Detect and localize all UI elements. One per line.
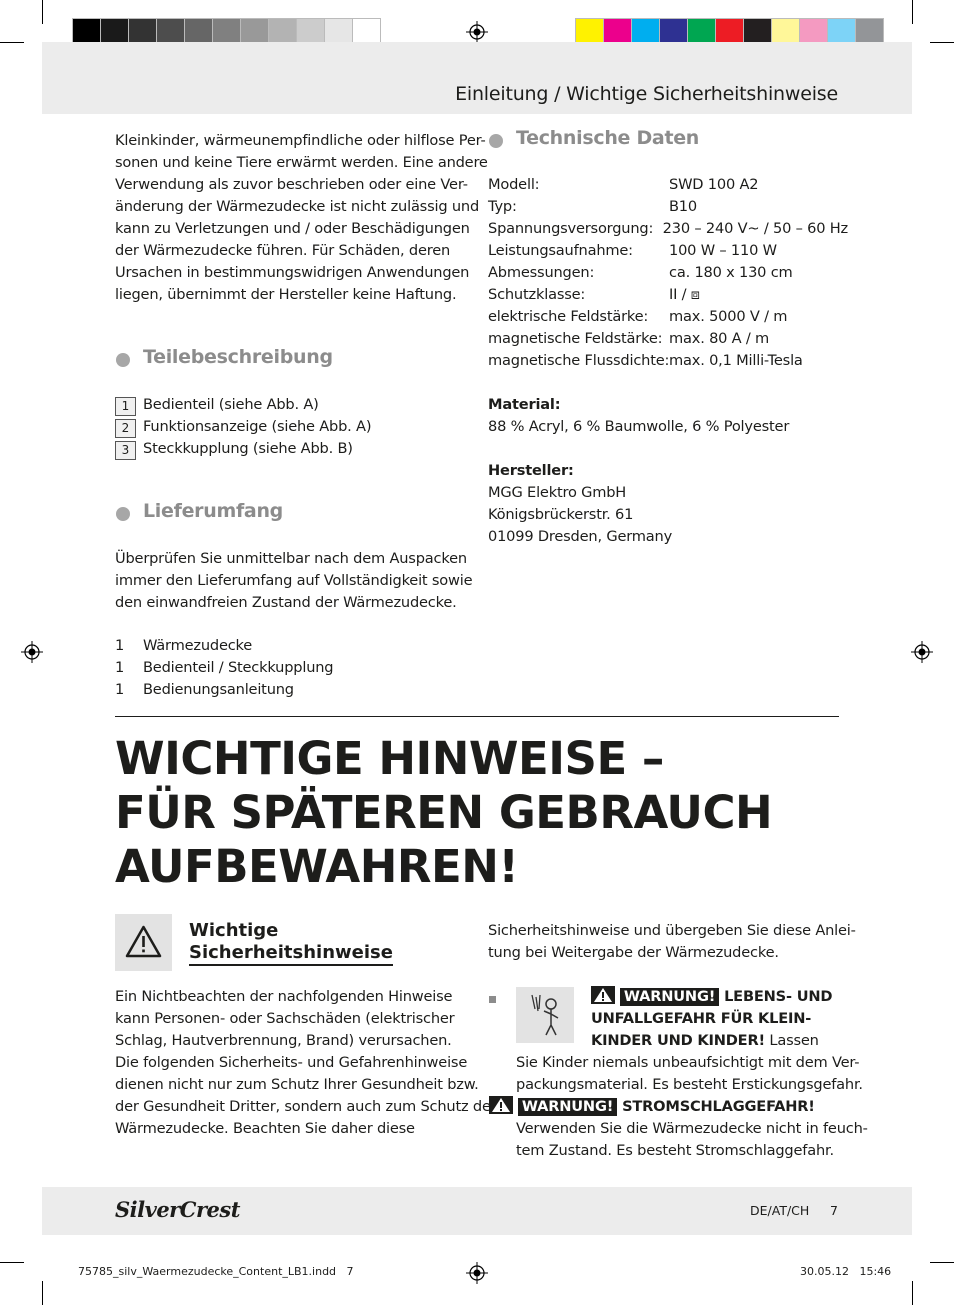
text-line: Die folgenden Sicherheits- und Gefahrenhinweise [115, 1054, 468, 1071]
print-file-info: 75785_silv_Waermezudecke_Content_LB1.indd 7 [78, 1265, 354, 1278]
part-number-badge: 2 [115, 419, 136, 438]
page-header-title: Einleitung / Wichtige Sicherheitshinweise [455, 83, 838, 105]
manufacturer-label: Hersteller: [488, 462, 574, 479]
part-label: Funktionsanzeige (siehe Abb. A) [143, 418, 372, 435]
text-line: kann Personen- oder Sachschäden (elektrischer [115, 1010, 455, 1027]
crop-mark [42, 0, 43, 24]
text-line: Ursachen in bestimmungswidrigen Anwendungen [115, 264, 470, 281]
table-row: Modell: SWD 100 A2 [488, 176, 759, 193]
footer-locale: DE/AT/CH [750, 1203, 810, 1218]
safety-paragraph-continued [488, 920, 856, 964]
main-headline [115, 732, 772, 894]
text-line: sonen und keine Tiere erwärmt werden. Eine andere [115, 154, 488, 171]
text-line: der Wärmezudecke führen. Für Schäden, deren [115, 242, 451, 259]
crop-mark [42, 1281, 43, 1305]
title-line: Wichtige [189, 920, 279, 941]
registration-mark-icon [911, 641, 933, 663]
warning-heading: UNFALLGEFAHR FÜR KLEIN- [591, 1010, 812, 1027]
crop-mark [930, 1262, 954, 1263]
warning-label: WARNUNG! [620, 988, 719, 1006]
warning-triangle-icon [115, 914, 172, 971]
section-title-lieferumfang: Lieferumfang [143, 500, 283, 522]
table-row: Spannungsversorgung: 230 – 240 V~ / 50 – 60 Hz [488, 220, 848, 237]
warning-label: WARNUNG! [518, 1098, 617, 1116]
text-line: Schlag, Hautverbrennung, Brand) verursachen. [115, 1032, 452, 1049]
text-line: Sicherheitshinweise und übergeben Sie diese Anlei- [488, 922, 856, 939]
warning-triangle-box [115, 914, 172, 971]
text-line: kann zu Verletzungen und / oder Beschädigungen [115, 220, 470, 237]
warning-block-1 [591, 986, 832, 1052]
crop-mark [912, 0, 913, 24]
text-line: packungsmaterial. Es besteht Erstickungsgefahr. [516, 1076, 863, 1093]
headline-line: AUFBEWAHREN! [115, 840, 519, 893]
headline-line: FÜR SPÄTEREN GEBRAUCH [115, 786, 773, 839]
text-line: Ein Nichtbeachten der nachfolgenden Hinweise [115, 988, 453, 1005]
title-line: Sicherheitshinweise [189, 942, 393, 966]
list-bullet-icon [489, 996, 496, 1003]
intro-paragraph [115, 130, 488, 306]
safety-section-title [189, 920, 393, 966]
section-title-teilebeschreibung: Teilebeschreibung [143, 346, 333, 368]
part-number-badge: 3 [115, 441, 136, 460]
warning-block-2 [489, 1096, 815, 1118]
warning-triangle-icon [489, 1096, 513, 1114]
tech-specs-table [488, 174, 848, 372]
registration-mark-icon [21, 641, 43, 663]
list-item: 1 Bedienteil / Steckkupplung [115, 659, 334, 676]
safety-paragraph [115, 986, 497, 1140]
divider [115, 716, 839, 717]
crop-mark [0, 42, 24, 43]
text-line: tem Zustand. Es besteht Stromschlaggefahr. [516, 1142, 834, 1159]
text-line: Kleinkinder, wärmeunempfindliche oder hilflose Per- [115, 132, 486, 149]
section-bullet-icon [116, 353, 130, 367]
text-line: 01099 Dresden, Germany [488, 528, 673, 545]
table-row: Leistungsaufnahme: 100 W – 110 W [488, 242, 777, 259]
section-title-technische-daten: Technische Daten [516, 127, 700, 149]
warning-body-2 [516, 1118, 868, 1162]
warning-triangle-icon [591, 986, 615, 1004]
print-timestamp: 30.05.12 15:46 [800, 1265, 892, 1278]
text-line: Überprüfen Sie unmittelbar nach dem Auspacken [115, 550, 467, 567]
warning-body-1 [516, 1052, 863, 1096]
text-line: Sie Kinder niemals unbeaufsichtigt mit dem Ver- [516, 1054, 860, 1071]
table-row: magnetische Flussdichte: max. 0,1 Milli-Tesla [488, 352, 803, 369]
table-row: Typ: B10 [488, 198, 697, 215]
warning-heading: LEBENS- UND [724, 988, 833, 1005]
text-line: Wärmezudecke. Beachten Sie daher diese [115, 1120, 415, 1137]
part-label: Steckkupplung (siehe Abb. B) [143, 440, 353, 457]
section-bullet-icon [116, 507, 130, 521]
part-label: Bedienteil (siehe Abb. A) [143, 396, 319, 413]
section-bullet-icon [489, 134, 503, 148]
part-number-badge: 1 [115, 397, 136, 416]
list-item: 1 Wärmezudecke [115, 637, 253, 654]
text-line: MGG Elektro GmbH [488, 484, 627, 501]
list-item: 1 Bedienungsanleitung [115, 681, 294, 698]
text-line: liegen, übernimmt der Hersteller keine Haftung. [115, 286, 457, 303]
crop-mark [912, 1281, 913, 1305]
delivery-paragraph [115, 548, 472, 614]
page-number: 7 [830, 1203, 838, 1218]
material-label: Material: [488, 396, 561, 413]
text-line: Lassen [769, 1032, 819, 1049]
text-line: Verwenden Sie die Wärmezudecke nicht in feuch- [516, 1120, 868, 1137]
text-line: Verwendung als zuvor beschrieben oder eine Ver- [115, 176, 468, 193]
warning-heading: STROMSCHLAGGEFAHR! [622, 1098, 815, 1115]
table-row: magnetische Feldstärke: max. 80 A / m [488, 330, 770, 347]
material-value: 88 % Acryl, 6 % Baumwolle, 6 % Polyester [488, 418, 790, 435]
child-pictogram-box [516, 987, 574, 1043]
headline-line: WICHTIGE HINWEISE – [115, 732, 664, 785]
manufacturer-address [488, 482, 672, 548]
child-pictogram-icon [516, 987, 574, 1043]
table-row: elektrische Feldstärke: max. 5000 V / m [488, 308, 788, 325]
text-line: dienen nicht nur zum Schutz Ihrer Gesundheit bzw. [115, 1076, 479, 1093]
registration-mark-icon [466, 21, 488, 43]
brand-logo: SilverCrest [115, 1197, 240, 1222]
text-line: änderung der Wärmezudecke ist nicht zulässig und [115, 198, 480, 215]
warning-heading: KINDER UND KINDER! [591, 1032, 765, 1049]
delivery-list [115, 635, 333, 701]
crop-mark [0, 1262, 24, 1263]
text-line: tung bei Weitergabe der Wärmezudecke. [488, 944, 779, 961]
table-row: Schutzklasse: II / ⧈ [488, 286, 700, 303]
text-line: Königsbrückerstr. 61 [488, 506, 634, 523]
table-row: Abmessungen: ca. 180 x 130 cm [488, 264, 793, 281]
text-line: immer den Lieferumfang auf Vollständigkeit sowie [115, 572, 473, 589]
text-line: den einwandfreien Zustand der Wärmezudecke. [115, 594, 457, 611]
text-line: der Gesundheit Dritter, sondern auch zum Schutz der [115, 1098, 497, 1115]
crop-mark [930, 42, 954, 43]
registration-mark-icon [466, 1262, 488, 1284]
